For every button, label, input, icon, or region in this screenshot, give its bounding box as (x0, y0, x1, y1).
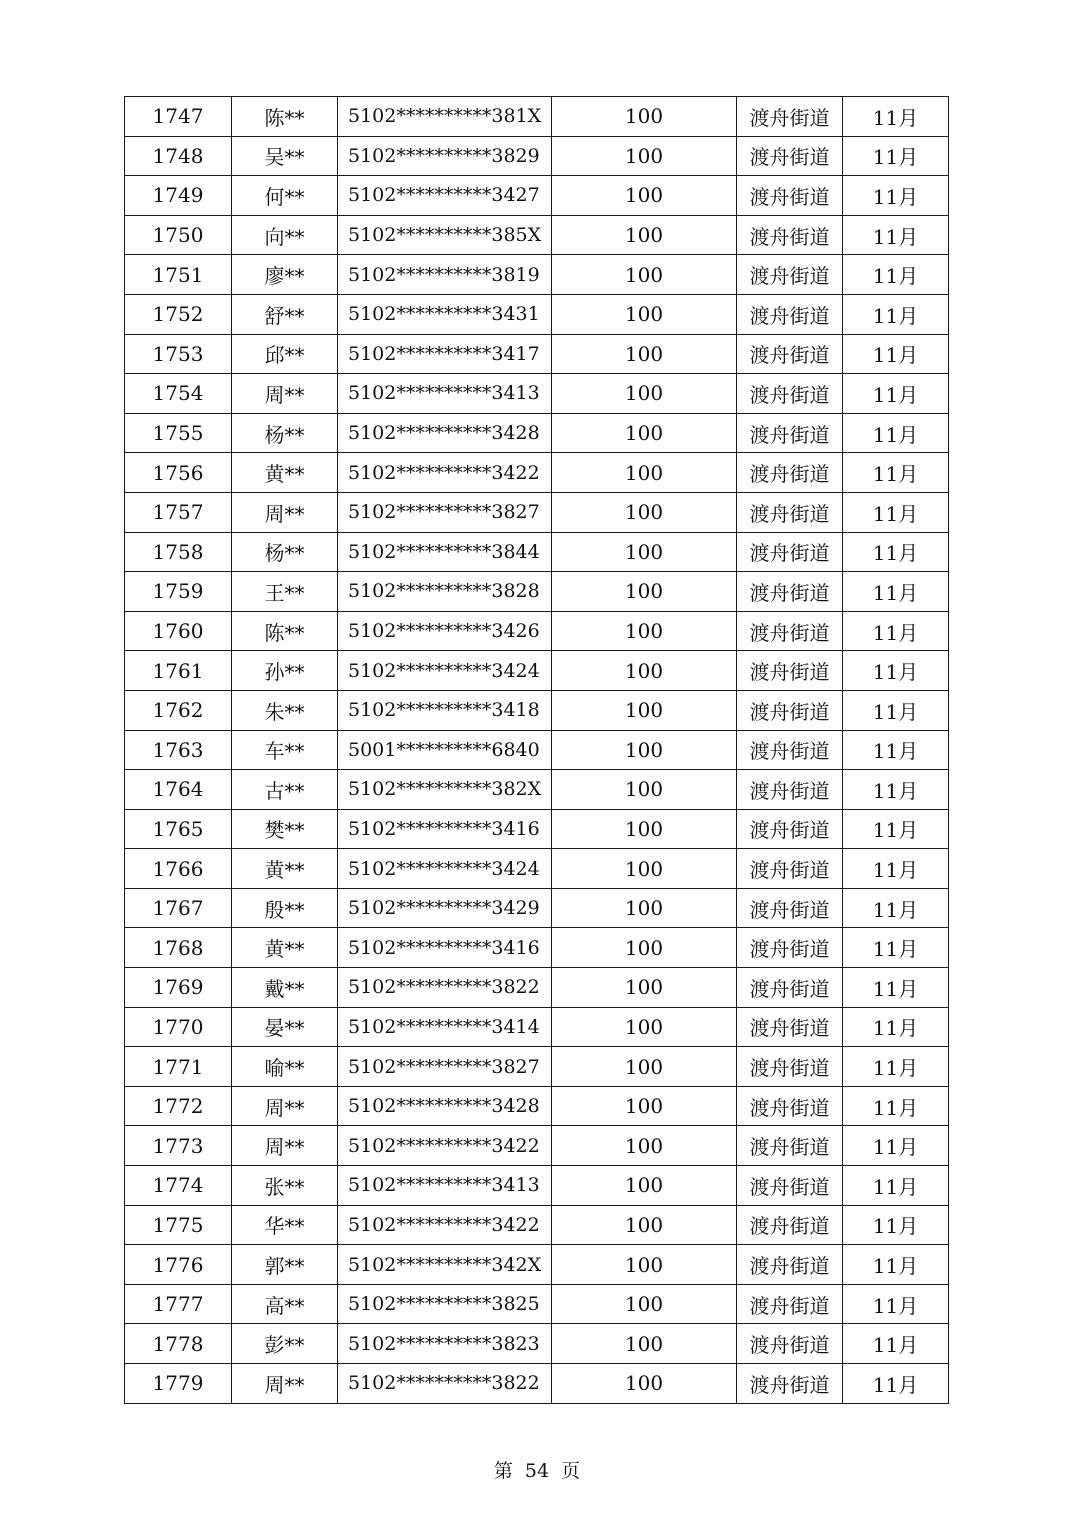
table-row (125, 928, 949, 968)
month-cell: 11月 (843, 1245, 949, 1285)
name-cell: 王** (232, 572, 338, 612)
table-row (125, 492, 949, 532)
amount-cell: 100 (552, 294, 737, 334)
id-number-cell: 5102**********381X (338, 97, 552, 137)
amount-cell: 100 (552, 215, 737, 255)
street-cell: 渡舟街道 (737, 888, 843, 928)
table-row (125, 572, 949, 612)
month-cell: 11月 (843, 136, 949, 176)
id-number-cell: 5102**********3427 (338, 176, 552, 216)
amount-cell: 100 (552, 1364, 737, 1404)
amount-cell: 100 (552, 1007, 737, 1047)
name-cell: 邱** (232, 334, 338, 374)
id-number-cell: 5102**********3844 (338, 532, 552, 572)
id-number-cell: 5102**********3819 (338, 255, 552, 295)
amount-cell: 100 (552, 532, 737, 572)
month-cell: 11月 (843, 1364, 949, 1404)
name-cell: 戴** (232, 968, 338, 1008)
street-cell: 渡舟街道 (737, 255, 843, 295)
id-number-cell: 5102**********3822 (338, 1364, 552, 1404)
table-row (125, 1047, 949, 1087)
serial-cell: 1774 (125, 1166, 232, 1206)
serial-cell: 1748 (125, 136, 232, 176)
id-number-cell: 5102**********3414 (338, 1007, 552, 1047)
name-cell: 喻** (232, 1047, 338, 1087)
id-number-cell: 5102**********342X (338, 1245, 552, 1285)
amount-cell: 100 (552, 374, 737, 414)
table-row (125, 97, 949, 137)
serial-cell: 1778 (125, 1324, 232, 1364)
serial-cell: 1777 (125, 1284, 232, 1324)
street-cell: 渡舟街道 (737, 730, 843, 770)
table-row (125, 611, 949, 651)
street-cell: 渡舟街道 (737, 453, 843, 493)
street-cell: 渡舟街道 (737, 294, 843, 334)
amount-cell: 100 (552, 770, 737, 810)
table-row (125, 176, 949, 216)
serial-cell: 1776 (125, 1245, 232, 1285)
street-cell: 渡舟街道 (737, 413, 843, 453)
name-cell: 晏** (232, 1007, 338, 1047)
name-cell: 朱** (232, 690, 338, 730)
id-number-cell: 5102**********3827 (338, 492, 552, 532)
month-cell: 11月 (843, 413, 949, 453)
month-cell: 11月 (843, 294, 949, 334)
id-number-cell: 5102**********3429 (338, 888, 552, 928)
month-cell: 11月 (843, 651, 949, 691)
month-cell: 11月 (843, 374, 949, 414)
serial-cell: 1761 (125, 651, 232, 691)
id-number-cell: 5102**********3822 (338, 968, 552, 1008)
street-cell: 渡舟街道 (737, 1284, 843, 1324)
month-cell: 11月 (843, 1166, 949, 1206)
serial-cell: 1753 (125, 334, 232, 374)
name-cell: 黄** (232, 849, 338, 889)
name-cell: 吴** (232, 136, 338, 176)
month-cell: 11月 (843, 1047, 949, 1087)
serial-cell: 1754 (125, 374, 232, 414)
serial-cell: 1764 (125, 770, 232, 810)
name-cell: 张** (232, 1166, 338, 1206)
amount-cell: 100 (552, 97, 737, 137)
amount-cell: 100 (552, 1284, 737, 1324)
table-row (125, 215, 949, 255)
name-cell: 杨** (232, 413, 338, 453)
amount-cell: 100 (552, 1324, 737, 1364)
street-cell: 渡舟街道 (737, 532, 843, 572)
serial-cell: 1775 (125, 1205, 232, 1245)
table-row (125, 730, 949, 770)
table-row (125, 1007, 949, 1047)
street-cell: 渡舟街道 (737, 334, 843, 374)
name-cell: 向** (232, 215, 338, 255)
id-number-cell: 5102**********3416 (338, 928, 552, 968)
street-cell: 渡舟街道 (737, 849, 843, 889)
table-row (125, 1364, 949, 1404)
id-number-cell: 5102**********3417 (338, 334, 552, 374)
name-cell: 樊** (232, 809, 338, 849)
amount-cell: 100 (552, 1245, 737, 1285)
name-cell: 古** (232, 770, 338, 810)
street-cell: 渡舟街道 (737, 215, 843, 255)
table-row (125, 1205, 949, 1245)
month-cell: 11月 (843, 690, 949, 730)
id-number-cell: 5102**********3428 (338, 413, 552, 453)
serial-cell: 1769 (125, 968, 232, 1008)
street-cell: 渡舟街道 (737, 374, 843, 414)
id-number-cell: 5102**********3431 (338, 294, 552, 334)
street-cell: 渡舟街道 (737, 1245, 843, 1285)
amount-cell: 100 (552, 849, 737, 889)
street-cell: 渡舟街道 (737, 572, 843, 612)
name-cell: 周** (232, 374, 338, 414)
name-cell: 殷** (232, 888, 338, 928)
amount-cell: 100 (552, 928, 737, 968)
name-cell: 陈** (232, 97, 338, 137)
month-cell: 11月 (843, 532, 949, 572)
id-number-cell: 5102**********3829 (338, 136, 552, 176)
month-cell: 11月 (843, 1205, 949, 1245)
serial-cell: 1759 (125, 572, 232, 612)
id-number-cell: 5102**********3418 (338, 690, 552, 730)
street-cell: 渡舟街道 (737, 1324, 843, 1364)
serial-cell: 1756 (125, 453, 232, 493)
id-number-cell: 5102**********3825 (338, 1284, 552, 1324)
name-cell: 何** (232, 176, 338, 216)
amount-cell: 100 (552, 1126, 737, 1166)
name-cell: 郭** (232, 1245, 338, 1285)
table-row (125, 651, 949, 691)
month-cell: 11月 (843, 255, 949, 295)
id-number-cell: 5102**********3413 (338, 374, 552, 414)
amount-cell: 100 (552, 1047, 737, 1087)
serial-cell: 1763 (125, 730, 232, 770)
id-number-cell: 5102**********3424 (338, 849, 552, 889)
name-cell: 周** (232, 492, 338, 532)
name-cell: 陈** (232, 611, 338, 651)
serial-cell: 1749 (125, 176, 232, 216)
amount-cell: 100 (552, 413, 737, 453)
street-cell: 渡舟街道 (737, 1364, 843, 1404)
street-cell: 渡舟街道 (737, 611, 843, 651)
table-row (125, 690, 949, 730)
id-number-cell: 5001**********6840 (338, 730, 552, 770)
amount-cell: 100 (552, 334, 737, 374)
amount-cell: 100 (552, 1166, 737, 1206)
table-row (125, 453, 949, 493)
table-row (125, 1284, 949, 1324)
amount-cell: 100 (552, 730, 737, 770)
id-number-cell: 5102**********382X (338, 770, 552, 810)
month-cell: 11月 (843, 730, 949, 770)
street-cell: 渡舟街道 (737, 690, 843, 730)
month-cell: 11月 (843, 492, 949, 532)
table-row (125, 1086, 949, 1126)
month-cell: 11月 (843, 849, 949, 889)
street-cell: 渡舟街道 (737, 176, 843, 216)
street-cell: 渡舟街道 (737, 651, 843, 691)
amount-cell: 100 (552, 176, 737, 216)
amount-cell: 100 (552, 136, 737, 176)
serial-cell: 1758 (125, 532, 232, 572)
month-cell: 11月 (843, 968, 949, 1008)
amount-cell: 100 (552, 690, 737, 730)
table-row (125, 849, 949, 889)
name-cell: 周** (232, 1364, 338, 1404)
street-cell: 渡舟街道 (737, 928, 843, 968)
amount-cell: 100 (552, 492, 737, 532)
street-cell: 渡舟街道 (737, 770, 843, 810)
records-table (124, 96, 949, 1404)
month-cell: 11月 (843, 97, 949, 137)
month-cell: 11月 (843, 1007, 949, 1047)
month-cell: 11月 (843, 1086, 949, 1126)
table-row (125, 1245, 949, 1285)
street-cell: 渡舟街道 (737, 1086, 843, 1126)
name-cell: 车** (232, 730, 338, 770)
street-cell: 渡舟街道 (737, 1126, 843, 1166)
street-cell: 渡舟街道 (737, 492, 843, 532)
table-row (125, 1166, 949, 1206)
id-number-cell: 5102**********385X (338, 215, 552, 255)
id-number-cell: 5102**********3828 (338, 572, 552, 612)
table-row (125, 374, 949, 414)
table-row (125, 255, 949, 295)
table-row (125, 968, 949, 1008)
name-cell: 高** (232, 1284, 338, 1324)
records-table-body (125, 97, 949, 1404)
amount-cell: 100 (552, 888, 737, 928)
serial-cell: 1771 (125, 1047, 232, 1087)
name-cell: 舒** (232, 294, 338, 334)
name-cell: 杨** (232, 532, 338, 572)
amount-cell: 100 (552, 255, 737, 295)
street-cell: 渡舟街道 (737, 136, 843, 176)
amount-cell: 100 (552, 611, 737, 651)
table-row (125, 532, 949, 572)
month-cell: 11月 (843, 176, 949, 216)
month-cell: 11月 (843, 1284, 949, 1324)
street-cell: 渡舟街道 (737, 809, 843, 849)
page-number: 第 54 页 (493, 1460, 581, 1482)
id-number-cell: 5102**********3422 (338, 1205, 552, 1245)
table-row (125, 413, 949, 453)
amount-cell: 100 (552, 453, 737, 493)
id-number-cell: 5102**********3424 (338, 651, 552, 691)
street-cell: 渡舟街道 (737, 1205, 843, 1245)
month-cell: 11月 (843, 1324, 949, 1364)
street-cell: 渡舟街道 (737, 1007, 843, 1047)
id-number-cell: 5102**********3416 (338, 809, 552, 849)
amount-cell: 100 (552, 968, 737, 1008)
name-cell: 华** (232, 1205, 338, 1245)
month-cell: 11月 (843, 928, 949, 968)
table-row (125, 770, 949, 810)
name-cell: 廖** (232, 255, 338, 295)
street-cell: 渡舟街道 (737, 968, 843, 1008)
month-cell: 11月 (843, 453, 949, 493)
month-cell: 11月 (843, 572, 949, 612)
amount-cell: 100 (552, 1205, 737, 1245)
id-number-cell: 5102**********3426 (338, 611, 552, 651)
serial-cell: 1773 (125, 1126, 232, 1166)
table-row (125, 888, 949, 928)
id-number-cell: 5102**********3422 (338, 453, 552, 493)
table-row (125, 334, 949, 374)
serial-cell: 1770 (125, 1007, 232, 1047)
amount-cell: 100 (552, 572, 737, 612)
street-cell: 渡舟街道 (737, 1166, 843, 1206)
street-cell: 渡舟街道 (737, 1047, 843, 1087)
table-row (125, 1126, 949, 1166)
serial-cell: 1766 (125, 849, 232, 889)
serial-cell: 1768 (125, 928, 232, 968)
document-table-wrapper (124, 96, 948, 1404)
month-cell: 11月 (843, 215, 949, 255)
serial-cell: 1765 (125, 809, 232, 849)
month-cell: 11月 (843, 334, 949, 374)
serial-cell: 1779 (125, 1364, 232, 1404)
id-number-cell: 5102**********3422 (338, 1126, 552, 1166)
id-number-cell: 5102**********3827 (338, 1047, 552, 1087)
table-row (125, 809, 949, 849)
street-cell: 渡舟街道 (737, 97, 843, 137)
serial-cell: 1750 (125, 215, 232, 255)
serial-cell: 1747 (125, 97, 232, 137)
month-cell: 11月 (843, 611, 949, 651)
month-cell: 11月 (843, 888, 949, 928)
name-cell: 孙** (232, 651, 338, 691)
table-row (125, 294, 949, 334)
serial-cell: 1752 (125, 294, 232, 334)
name-cell: 彭** (232, 1324, 338, 1364)
serial-cell: 1762 (125, 690, 232, 730)
month-cell: 11月 (843, 1126, 949, 1166)
month-cell: 11月 (843, 770, 949, 810)
id-number-cell: 5102**********3413 (338, 1166, 552, 1206)
id-number-cell: 5102**********3428 (338, 1086, 552, 1126)
serial-cell: 1757 (125, 492, 232, 532)
amount-cell: 100 (552, 809, 737, 849)
amount-cell: 100 (552, 651, 737, 691)
amount-cell: 100 (552, 1086, 737, 1126)
name-cell: 周** (232, 1126, 338, 1166)
table-row (125, 1324, 949, 1364)
serial-cell: 1760 (125, 611, 232, 651)
serial-cell: 1755 (125, 413, 232, 453)
serial-cell: 1767 (125, 888, 232, 928)
serial-cell: 1772 (125, 1086, 232, 1126)
serial-cell: 1751 (125, 255, 232, 295)
id-number-cell: 5102**********3823 (338, 1324, 552, 1364)
table-row (125, 136, 949, 176)
name-cell: 黄** (232, 928, 338, 968)
month-cell: 11月 (843, 809, 949, 849)
name-cell: 周** (232, 1086, 338, 1126)
name-cell: 黄** (232, 453, 338, 493)
